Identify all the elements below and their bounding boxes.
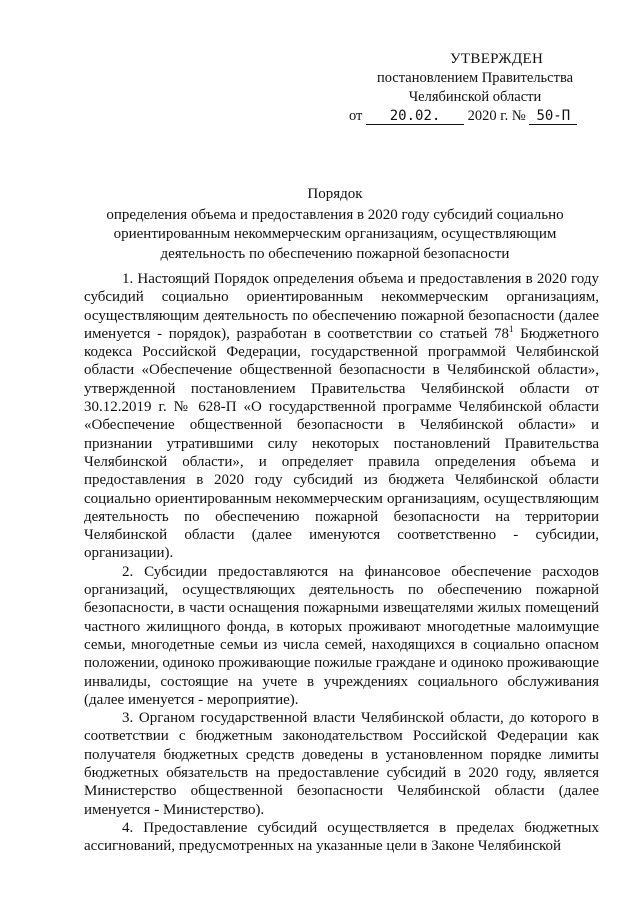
approval-line-1: постановлением Правительства <box>376 70 574 86</box>
paragraph-1-part-a: 1. Настоящий Порядок определения объема и предоставления в 2020 году субсидий социально ориентированным некоммерческим организациям, осуществляющим деятельность по обеспечению пожарной безопасности (далее именуется - порядок), разработан в соответствии со статьей 78 <box>84 271 599 342</box>
title-line-1: определения объема и предоставления в 2020 году субсидий социально <box>106 206 564 223</box>
approval-heading: УТВЕРЖДЕН <box>450 51 544 67</box>
paragraph-1-part-b: Бюджетного кодекса Российской Федерации, государственной программой Челябинской области «Обеспечение общественной безопасности в Челябинской области», утвержденной постановлением Правительства Челябинской области от 30.12.2019 г. № 628-П «О государственной программе Челябинской области «Обеспечение общественной безопасности в Челябинской области» и признании утратившими силу некоторых постановлений Правительства Челябинской области», и определяет правила определения объема и предоставления в 2020 году субсидий из бюджета Челябинской области социально ориентированным некоммерческим организациям, осуществляющим деятельность по обеспечению пожарной безопасности на территории Челябинской области (далее именуются соответственно - субсидии, организации). <box>84 325 599 562</box>
approval-number: 50-П <box>529 108 577 125</box>
year-text: 2020 г. № <box>467 108 526 124</box>
title-line-3: деятельность по обеспечению пожарной безопасности <box>160 245 510 262</box>
approval-line-2: Челябинской области <box>408 89 542 105</box>
paragraph-3: 3. Органом государственной власти Челябинской области, до которого в соответствии с бюджетным законодательством Российской Федерации как получателя бюджетных средств доведены в установленном порядке лимиты бюджетных обязательств на предоставление субсидий в 2020 году, является Министерство общественной безопасности Челябинской области (далее именуется - Министерство). <box>84 710 599 818</box>
paragraph-1-superscript: 1 <box>508 323 514 334</box>
document-title <box>70 185 600 264</box>
approval-date: 20.02. <box>366 108 464 125</box>
approval-block <box>330 50 620 107</box>
paragraph-4: 4. Предоставление субсидий осуществляется в пределах бюджетных ассигнований, предусмотренных на указанные цели в Законе Челябинской <box>84 819 599 855</box>
title-main: Порядок <box>307 186 363 202</box>
document-body <box>84 270 599 856</box>
approval-date-line <box>349 107 629 126</box>
paragraph-1 <box>84 270 599 563</box>
paragraph-2: 2. Субсидии предоставляются на финансовое обеспечение расходов организаций, осуществляющих деятельность по обеспечению пожарной безопасности, в части оснащения пожарными извещателями жилых помещений частного жилищного фонда, в которых проживают многодетные малоимущие семьи, многодетные семьи из числа семей, находящихся в социально опасном положении, одиноко проживающие пожилые граждане и одиноко проживающие инвалиды, состоящие на учете в учреждениях социального обслуживания (далее именуется - мероприятие). <box>84 563 599 708</box>
date-prefix: от <box>349 108 363 124</box>
title-line-2: ориентированным некоммерческим организациям, осуществляющим <box>113 226 557 242</box>
